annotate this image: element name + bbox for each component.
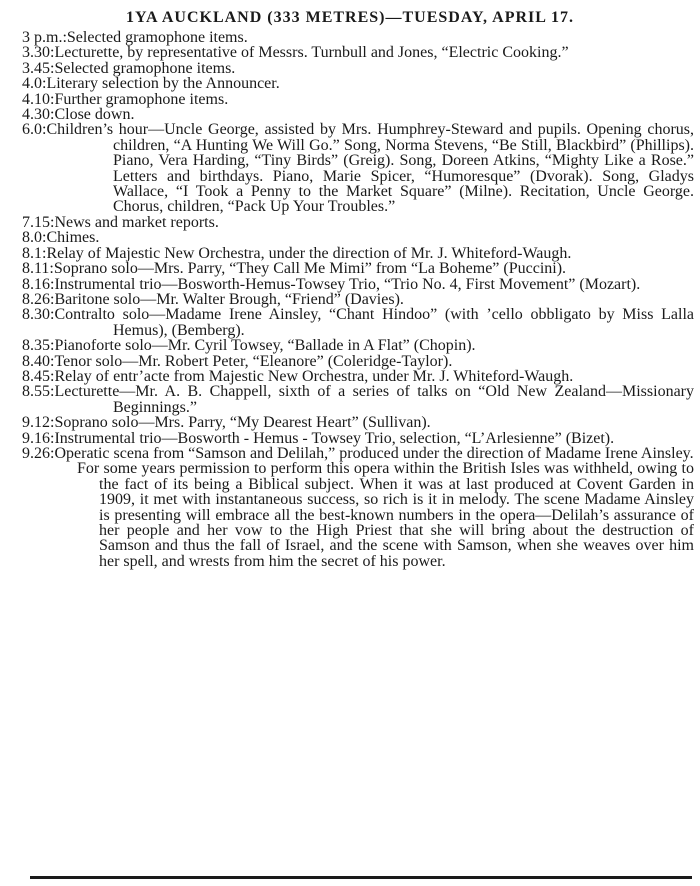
entry-time: 4.30: [22,106,55,124]
entry-time: 4.10: [22,90,55,108]
entry-text: Soprano solo—Mrs. Parry, “They Call Me Mimi” from “La Boheme” (Puccini). [53,260,567,278]
entry-time: 7.15: [22,213,55,231]
entry-text: Tenor solo—Mr. Robert Peter, “Eleanore” (Coleridge-Taylor). [54,352,453,370]
entry-time: 3.45: [22,59,55,77]
programme-entry [22,384,694,415]
entry-text: Contralto solo—Madame Irene Ainsley, “Chant Hindoo” (with ’cello obbligato by Miss Lalla Hemus), (Bemberg). [54,306,694,339]
entry-text: Baritone solo—Mr. Walter Brough, “Friend” (Davies). [54,290,404,308]
entry-text: Soprano solo—Mrs. Parry, “My Dearest Heart” (Sullivan). [54,414,431,432]
programme-entry [22,369,694,384]
entry-text: Instrumental trio—Bosworth-Hemus-Towsey Trio, “Trio No. 4, First Movement” (Mozart). [54,275,641,293]
entry-time: 8.1: [22,244,47,262]
programme-entry [22,230,694,245]
entry-text: Children’s hour—Uncle George, assisted by Mrs. Humphrey-Steward and pupils. Opening chorus, children, “A Hunting We Will Go.” Song, Norma Stevens, “Be Still, Blackbird” (Phillips). Piano, Vera Harding, “Tiny Birds” (Greig). Song, Doreen Atkins, “Mighty Like a Rose.” Letters and birthdays. Piano, Marie Spicer, “Humoresque” (Dvorak). Song, Gladys Wallace, “I Took a Penny to the Market Square” (Milne). Recitation, Uncle George. Chorus, children, “Pack Up Your Troubles.” [46,121,694,216]
entry-text: News and market reports. [54,213,219,231]
entry-text: Lecturette—Mr. A. B. Chappell, sixth of a series of talks on “Old New Zealand—Missionary Beginnings.” [54,383,694,416]
programme-entry [22,354,694,369]
programme-entry [22,292,694,307]
bottom-rule [30,876,692,879]
entry-text: Chimes. [46,229,100,247]
programme-entry [22,246,694,261]
programme-entry [22,92,694,107]
programme-entry [22,30,694,45]
entry-text: Lecturette, by representative of Messrs. Turnbull and Jones, “Electric Cooking.” [54,44,569,62]
entry-text: Instrumental trio—Bosworth - Hemus - Towsey Trio, selection, “L’Arlesienne” (Bizet). [54,429,615,447]
programme-entry [22,446,694,461]
entry-time: 3 p.m.: [22,29,67,46]
entry-text: Pianoforte solo—Mr. Cyril Towsey, “Ballade in A Flat” (Chopin). [54,337,476,355]
entry-time: 8.16: [22,275,55,293]
entry-text: Literary selection by the Announcer. [46,75,280,93]
entry-text: Relay of Majestic New Orchestra, under the direction of Mr. J. Whiteford-Waugh. [46,244,572,262]
programme-entry [22,45,694,60]
programme-entry [22,338,694,353]
station-heading: 1YA AUCKLAND (333 METRES)—TUESDAY, APRIL 17. [125,9,575,26]
entry-time: 6.0: [22,121,47,139]
programme-entry [22,107,694,122]
programme-entry [22,415,694,430]
entry-time: 8.45: [22,367,55,385]
programme-entry [22,61,694,76]
entry-text: Selected gramophone items. [66,29,248,46]
entry-time: 3.30: [22,44,55,62]
programme-entry [22,76,694,91]
entry-time: 8.35: [22,337,55,355]
entry-time: 8.0: [22,229,47,247]
programme-entry [22,277,694,292]
programme-entry [22,431,694,446]
programme-entry [22,215,694,230]
entry-time: 8.11: [22,260,54,278]
entry-time: 9.26: [22,444,55,462]
programme-entry [22,261,694,276]
entry-text: Selected gramophone items. [54,59,236,77]
entry-time: 4.0: [22,75,47,93]
entry-text: Operatic scena from “Samson and Delilah,” produced under the direction of Madame Irene Ainsley. [54,444,694,462]
entry-text: Further gramophone items. [54,90,229,108]
entry-time: 8.26: [22,290,55,308]
opera-description: For some years permission to perform this opera within the British Isles was withheld, owing to the fact of its being a Biblical subject. When it was at last produced at Covent Garden in 1909, it met with instantaneous success, so rich is it in melody. The scene Madame Ainsley is presenting will embrace all the best-known numbers in the opera—Delilah’s assurance of her people and her vow to the High Priest that she will bring about the destruction of Samson and thus the fall of Israel, and the scene with Samson, when she weaves over him her spell, and wrests from him the secret of his power. [77,460,694,570]
programme-entry [22,122,694,214]
entry-text: Close down. [54,106,135,124]
entry-time: 9.12: [22,414,55,432]
entry-time: 8.30: [22,306,55,324]
entry-text: Relay of entr’acte from Majestic New Orchestra, under Mr. J. Whiteford-Waugh. [54,367,574,385]
entry-time: 9.16: [22,429,55,447]
programme-entry [22,307,694,338]
entry-time: 8.55: [22,383,55,401]
programme-listing [22,30,694,569]
entry-time: 8.40: [22,352,55,370]
